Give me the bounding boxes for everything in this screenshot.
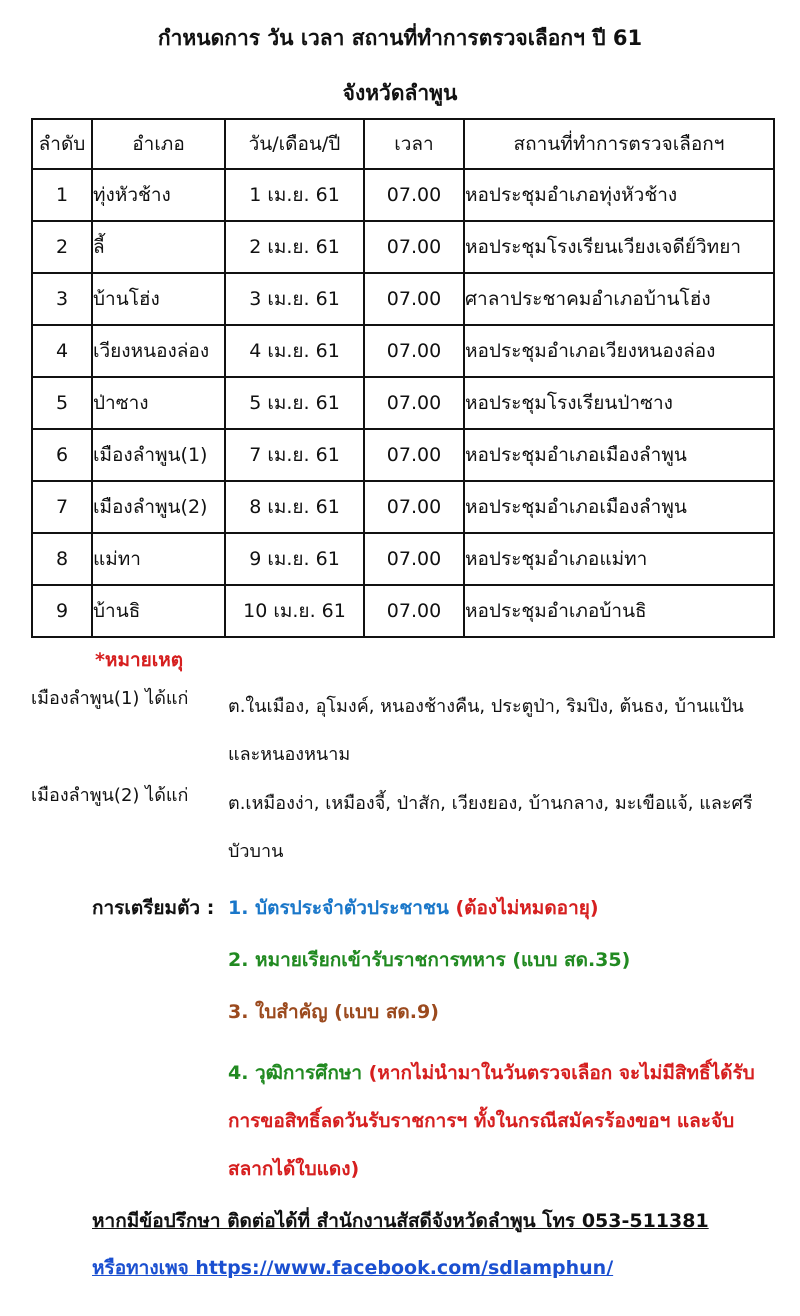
prep-item-3: 3. ใบสำคัญ (แบบ สด.9)	[228, 1001, 439, 1023]
cell-date: 8 เม.ย. 61	[225, 481, 364, 533]
cell-place: หอประชุมอำเภอแม่ทา	[464, 533, 774, 585]
cell-place: ศาลาประชาคมอำเภอบ้านโฮ่ง	[464, 273, 774, 325]
cell-no: 7	[32, 481, 92, 533]
cell-place: หอประชุมอำเภอเมืองลำพูน	[464, 429, 774, 481]
cell-place: หอประชุมอำเภอบ้านธิ	[464, 585, 774, 637]
header-no: ลำดับ	[32, 119, 92, 169]
page-subtitle: จังหวัดลำพูน	[342, 81, 458, 105]
contact-page	[92, 1253, 613, 1283]
cell-place: หอประชุมโรงเรียนเวียงเจดีย์วิทยา	[464, 221, 774, 273]
table-row	[32, 377, 774, 429]
prep-item-2: 2. หมายเรียกเข้ารับราชการทหาร (แบบ สด.35)	[228, 949, 631, 971]
table-row	[32, 325, 774, 377]
page-title: กำหนดการ วัน เวลา สถานที่ทำการตรวจเลือกฯ ปี 61	[157, 26, 643, 50]
cell-district: ทุ่งหัวช้าง	[92, 169, 225, 221]
prep-item-4-main: 4. วุฒิการศึกษา	[228, 1062, 363, 1084]
cell-no: 9	[32, 585, 92, 637]
cell-time: 07.00	[364, 273, 464, 325]
cell-no: 3	[32, 273, 92, 325]
prep-item-1	[228, 893, 778, 923]
cell-district: แม่ทา	[92, 533, 225, 585]
header-time: เวลา	[364, 119, 464, 169]
cell-no: 6	[32, 429, 92, 481]
cell-date: 1 เม.ย. 61	[225, 169, 364, 221]
table-row	[32, 429, 774, 481]
header-district: อำเภอ	[92, 119, 225, 169]
prep-label: การเตรียมตัว :	[92, 897, 215, 919]
cell-date: 4 เม.ย. 61	[225, 325, 364, 377]
cell-place: หอประชุมอำเภอเวียงหนองล่อง	[464, 325, 774, 377]
cell-date: 3 เม.ย. 61	[225, 273, 364, 325]
cell-district: บ้านธิ	[92, 585, 225, 637]
cell-district: เมืองลำพูน(2)	[92, 481, 225, 533]
schedule-table	[31, 118, 775, 638]
cell-time: 07.00	[364, 221, 464, 273]
prep-item-4	[228, 1049, 778, 1193]
note-heading: *หมายเหตุ	[95, 649, 184, 671]
note-text: ต.เหมืองง่า, เหมืองจี้, ป่าสัก, เวียงยอง, บ้านกลาง, มะเขือแจ้, และศรีบัวบาน	[228, 793, 753, 862]
cell-place: หอประชุมโรงเรียนป่าซาง	[464, 377, 774, 429]
contact-line: หากมีข้อปรึกษา ติดต่อได้ที่ สำนักงานสัสดีจังหวัดลำพูน โทร 053-511381	[92, 1210, 709, 1232]
cell-district: บ้านโฮ่ง	[92, 273, 225, 325]
cell-time: 07.00	[364, 481, 464, 533]
prep-item-1-main: 1. บัตรประจำตัวประชาชน	[228, 897, 449, 919]
cell-time: 07.00	[364, 533, 464, 585]
cell-date: 7 เม.ย. 61	[225, 429, 364, 481]
cell-district: เวียงหนองล่อง	[92, 325, 225, 377]
cell-district: ป่าซาง	[92, 377, 225, 429]
cell-time: 07.00	[364, 325, 464, 377]
cell-date: 10 เม.ย. 61	[225, 585, 364, 637]
cell-no: 2	[32, 221, 92, 273]
cell-time: 07.00	[364, 585, 464, 637]
table-row	[32, 481, 774, 533]
cell-time: 07.00	[364, 429, 464, 481]
cell-date: 2 เม.ย. 61	[225, 221, 364, 273]
cell-no: 1	[32, 169, 92, 221]
cell-time: 07.00	[364, 377, 464, 429]
note-label: เมืองลำพูน(2) ได้แก่	[31, 785, 189, 806]
table-row	[32, 169, 774, 221]
cell-no: 4	[32, 325, 92, 377]
prep-item-4-note: (หากไม่นำมาในวันตรวจเลือก จะไม่มีสิทธิ์ได้รับการขอสิทธิ์ลดวันรับราชการฯ ทั้งในกรณีสมัครร้องขอฯ และจับสลากได้ใบแดง)	[228, 1062, 755, 1180]
header-place: สถานที่ทำการตรวจเลือกฯ	[464, 119, 774, 169]
cell-district: ลี้	[92, 221, 225, 273]
table-row	[32, 273, 774, 325]
contact-page-prefix: หรือทางเพจ	[92, 1257, 189, 1279]
prep-item-1-note: (ต้องไม่หมดอายุ)	[455, 897, 599, 919]
cell-date: 9 เม.ย. 61	[225, 533, 364, 585]
cell-place: หอประชุมอำเภอเมืองลำพูน	[464, 481, 774, 533]
header-date: วัน/เดือน/ปี	[225, 119, 364, 169]
cell-date: 5 เม.ย. 61	[225, 377, 364, 429]
note-label: เมืองลำพูน(1) ได้แก่	[31, 688, 189, 709]
table-header-row	[32, 119, 774, 169]
cell-time: 07.00	[364, 169, 464, 221]
table-row	[32, 585, 774, 637]
cell-no: 5	[32, 377, 92, 429]
table-row	[32, 221, 774, 273]
note-text: ต.ในเมือง, อุโมงค์, หนองช้างคืน, ประตูป่า, ริมปิง, ต้นธง, บ้านแป้น และหนองหนาม	[228, 696, 744, 765]
cell-place: หอประชุมอำเภอทุ่งหัวช้าง	[464, 169, 774, 221]
table-row	[32, 533, 774, 585]
facebook-link[interactable]: https://www.facebook.com/sdlamphun/	[195, 1257, 614, 1279]
cell-no: 8	[32, 533, 92, 585]
cell-district: เมืองลำพูน(1)	[92, 429, 225, 481]
